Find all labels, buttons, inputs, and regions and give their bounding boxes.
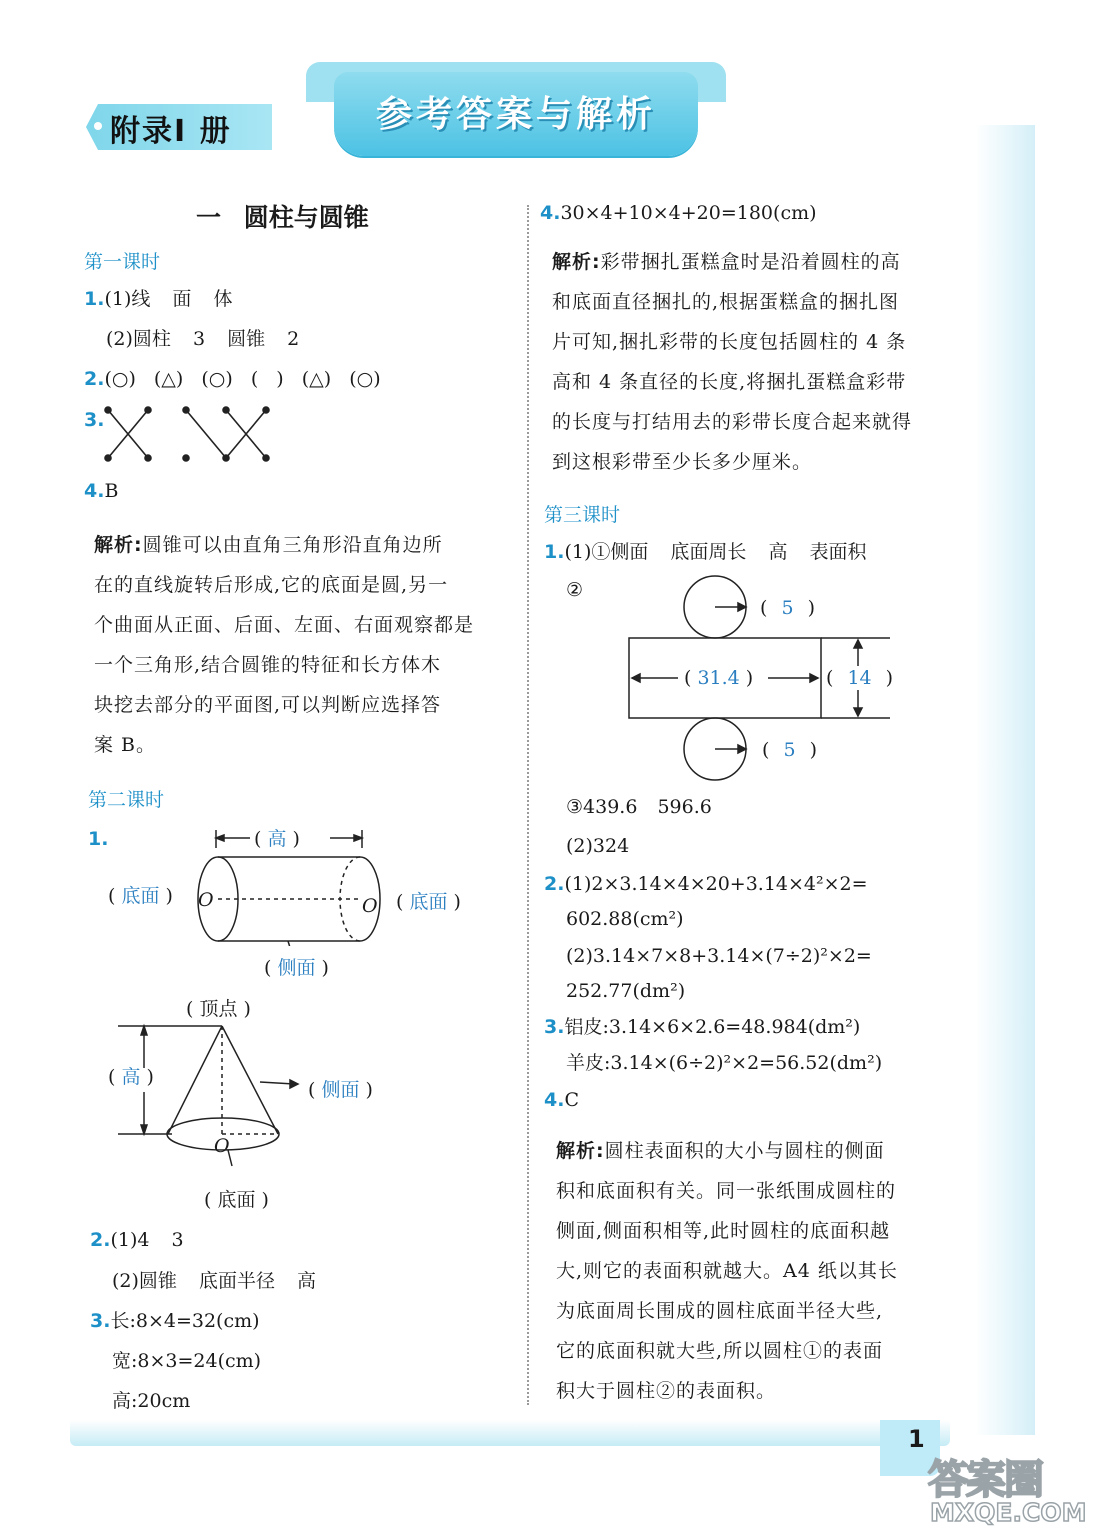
l1-q4: 4.B	[84, 480, 119, 502]
net-len-label: ( 31.4 )	[684, 667, 754, 689]
l3-q2-a1: 2.(1)2×3.14×4×20+3.14×4²×2=	[544, 873, 868, 895]
l3-q1-c: ③439.6 596.6	[566, 796, 712, 818]
l3-q2-a2: 602.88(cm²)	[566, 908, 684, 930]
section-title: 一 圆柱与圆锥	[196, 203, 369, 232]
l3-q1-circ: ②	[566, 579, 584, 601]
r-analysis-1: 解析:彩带捆扎蛋糕盒时是沿着圆柱的高 和底面直径捆扎的,根据蛋糕盒的捆扎图 片可知,捆扎彩带的长度包括圆柱的 4 条 高和 4 条直径的长度,将捆扎蛋糕盒彩带 的长度与打结用去的彩带长度合起来就得 到这根彩带至少长多少厘米。	[552, 251, 913, 473]
l1-q2: 2.(○) (△) (○) ( ) (△) (○)	[84, 368, 381, 390]
cyl-dimian-left-label: ( 底面 )	[108, 885, 173, 907]
cyl-cemian-label: ( 侧面 )	[264, 957, 329, 979]
cone-cemian-label: ( 侧面 )	[308, 1079, 373, 1101]
cone-gao-label: ( 高 )	[108, 1066, 154, 1088]
l1-q1-a: 1.(1)线 面 体	[84, 288, 233, 310]
r-q4: 4.30×4+10×4+20=180(cm)	[540, 202, 817, 224]
cyl-gao-label: ( 高 )	[254, 828, 300, 850]
l3-q1-a: 1.(1)①侧面 底面周长 高 表面积	[544, 541, 867, 563]
lesson1-title: 第一课时	[84, 251, 161, 273]
lesson2-title: 第二课时	[88, 789, 165, 811]
l1-q1-b: (2)圆柱 3 圆锥 2	[106, 328, 300, 350]
watermark-logo: 答案圈	[928, 1457, 1042, 1503]
cone-dingdian-label: ( 顶点 )	[186, 998, 251, 1020]
l3-q4: 4.C	[544, 1089, 579, 1111]
cyl-o-right: O	[362, 895, 378, 917]
l3-q2-b2: 252.77(dm²)	[566, 980, 686, 1002]
appendix-tag-dot	[94, 122, 102, 130]
l2-q1: 1.	[88, 828, 109, 850]
l3-q3-b: 羊皮:3.14×(6÷2)²×2=56.52(dm²)	[566, 1052, 883, 1074]
l2-q2-b: (2)圆锥 底面半径 高	[112, 1270, 316, 1292]
cyl-o-left: O	[198, 889, 214, 911]
l1-analysis: 解析:圆锥可以由直角三角形沿直角边所 在的直线旋转后形成,它的底面是圆,另一 个曲面从正面、后面、左面、右面观察都是 一个三角形,结合圆锥的特征和长方体木 块挖去部分的平面图,可以判断应选择答 案 B。	[94, 534, 475, 756]
l3-q2-b1: (2)3.14×7×8+3.14×(7÷2)²×2=	[566, 945, 872, 967]
column-divider	[527, 205, 529, 1405]
cone-o-label: O	[214, 1135, 230, 1157]
l2-q3-c: 高:20cm	[112, 1390, 191, 1412]
l2-q2-a: 2.(1)4 3	[90, 1229, 184, 1251]
net-h-label: ( 14 )	[826, 667, 894, 689]
l2-q3-b: 宽:8×3=24(cm)	[112, 1350, 262, 1372]
watermark-url: MXQE.COM	[930, 1498, 1087, 1527]
page-number: 1	[908, 1425, 925, 1453]
page-title: 参考答案与解析	[375, 94, 656, 135]
l3-q1-d: (2)324	[566, 835, 630, 857]
l1-q3: 3.	[84, 409, 105, 431]
matching-lines-figure	[100, 404, 280, 466]
l3-q3-a: 3.铝皮:3.14×6×2.6=48.984(dm²)	[544, 1016, 861, 1038]
l3-analysis: 解析:圆柱表面积的大小与圆柱的侧面 积和底面积有关。同一张纸围成圆柱的 侧面,侧面积相等,此时圆柱的底面积越 大,则它的表面积就越大。A4 纸以其长 为底面周长围成的圆柱底面半径大些, 它的底面积就大些,所以圆柱①的表面 积大于圆柱②的表面积。	[556, 1140, 898, 1402]
right-decor-band	[975, 125, 1035, 1435]
cone-dimian-label: ( 底面 )	[204, 1189, 269, 1211]
net-r-top-label: ( 5 )	[760, 597, 815, 619]
l2-q3-a: 3.长:8×4=32(cm)	[90, 1310, 260, 1332]
net-r-bottom-label: ( 5 )	[762, 739, 817, 761]
cone-figure	[112, 1018, 312, 1168]
appendix-tag-text: 附录Ⅰ 册	[110, 114, 232, 149]
lesson3-title: 第三课时	[544, 504, 621, 526]
cyl-dimian-right-label: ( 底面 )	[396, 891, 461, 913]
bottom-decor-band	[70, 1420, 950, 1446]
